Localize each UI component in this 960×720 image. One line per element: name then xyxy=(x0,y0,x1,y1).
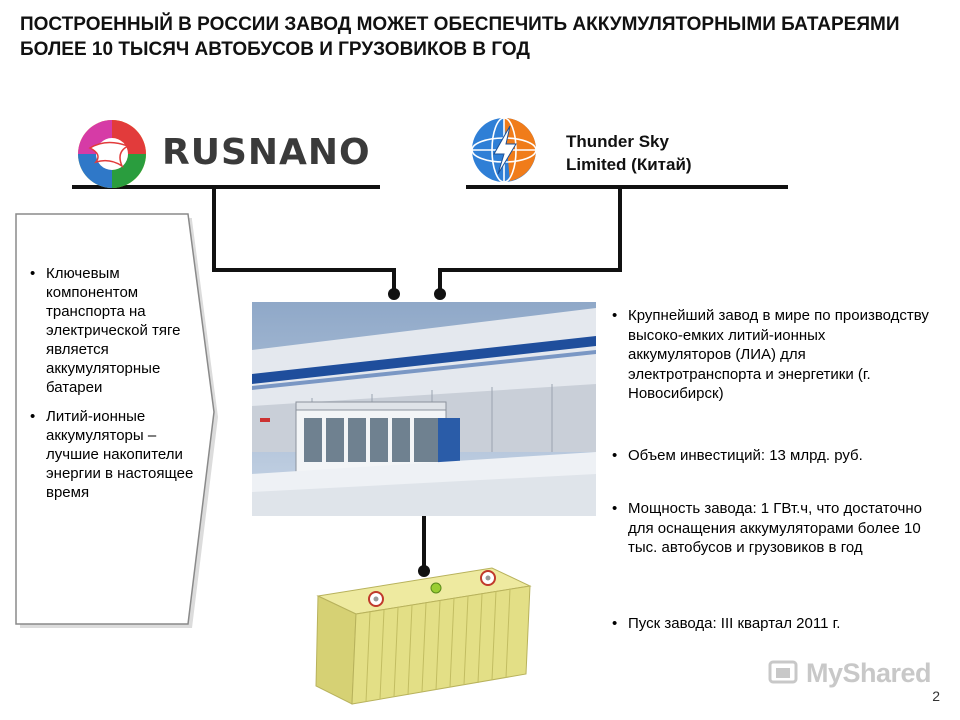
left-bullet-1: • Ключевым компонентом транспорта на электрической тяге является аккумуляторные батареи xyxy=(46,264,200,397)
rusnano-connector xyxy=(214,187,394,294)
factory-photo xyxy=(252,302,596,516)
battery-photo xyxy=(312,566,536,706)
thunder-sky-logo-icon xyxy=(470,116,538,184)
left-panel-text xyxy=(30,264,200,512)
thunder-sky-name xyxy=(566,130,766,176)
thunder-sky-name-line2: Limited (Китай) xyxy=(566,155,692,174)
watermark-text: MyShared xyxy=(806,658,932,688)
rusnano-connector-dot xyxy=(388,288,400,300)
page-number: 2 xyxy=(932,688,940,704)
thunder-connector-dot xyxy=(434,288,446,300)
rusnano-name: RUSNANO xyxy=(162,132,371,173)
watermark-icon xyxy=(768,658,802,688)
right-bullet-4: • Пуск завода: III квартал 2011 г. xyxy=(628,614,932,634)
right-bullet-3: • Мощность завода: 1 ГВт.ч, что достаточно для оснащения аккумуляторами более 10 тыс. автобусов и грузовиков в год xyxy=(628,499,932,614)
rusnano-logo-icon xyxy=(76,118,148,190)
thunder-sky-name-line1: Thunder Sky xyxy=(566,132,669,151)
right-bullet-2: • Объем инвестиций: 13 млрд. руб. xyxy=(628,446,932,499)
thunder-connector xyxy=(440,187,620,294)
right-panel-text xyxy=(612,306,932,634)
page-title: ПОСТРОЕННЫЙ В РОССИИ ЗАВОД МОЖЕТ ОБЕСПЕЧИТЬ АККУМУЛЯТОРНЫМИ БАТАРЕЯМИ БОЛЕЕ 10 ТЫСЯЧ АВТОБУСОВ И ГРУЗОВИКОВ В ГОД xyxy=(20,14,900,60)
right-bullet-1: • Крупнейший завод в мире по производству высоко-емких литий-ионных аккумуляторов (ЛИА) для электротранспорта и энергетики (г. Новосибирск) xyxy=(628,306,932,446)
left-bullet-2: • Литий-ионные аккумуляторы – лучшие накопители энергии в настоящее время xyxy=(46,407,200,502)
